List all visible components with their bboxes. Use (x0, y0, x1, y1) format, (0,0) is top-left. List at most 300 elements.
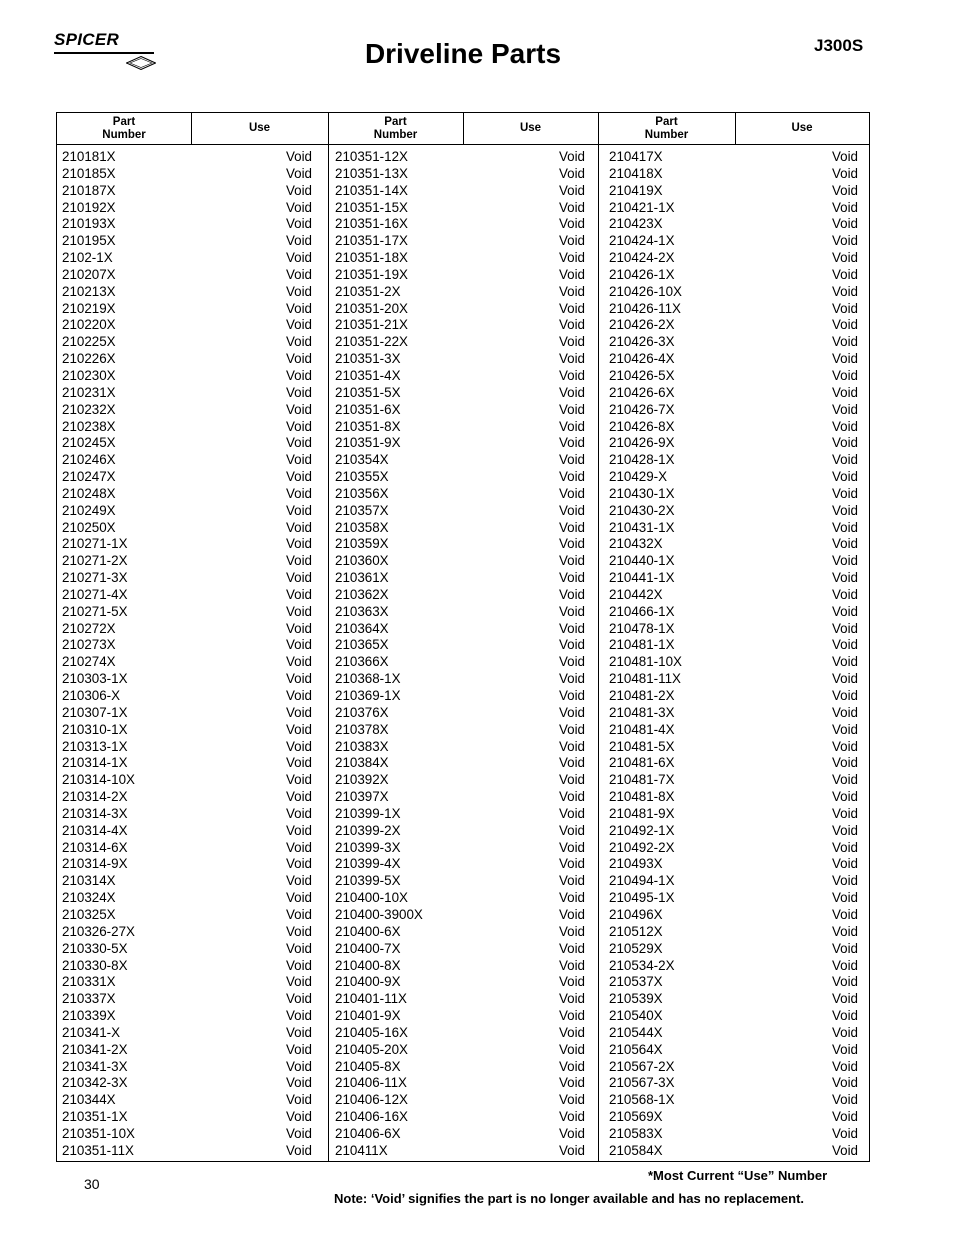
table-row (62, 334, 312, 351)
part-number: 210496X (609, 906, 663, 922)
table-row (335, 570, 585, 587)
table-row (335, 654, 585, 671)
table-row (62, 1092, 312, 1109)
part-number: 210539X (609, 991, 663, 1007)
part-number: 210405-8X (335, 1058, 401, 1074)
use-value: Void (558, 570, 585, 586)
table-row (335, 469, 585, 486)
use-value: Void (285, 671, 312, 687)
part-number: 210400-9X (335, 974, 401, 990)
table-row (62, 654, 312, 671)
table-row (609, 823, 858, 840)
use-value: Void (285, 603, 312, 619)
table-row (62, 991, 312, 1008)
table-row (335, 536, 585, 553)
use-value: Void (558, 620, 585, 636)
table-row (335, 419, 585, 436)
use-value: Void (831, 401, 858, 417)
part-number: 210365X (335, 637, 389, 653)
parts-table (56, 112, 870, 1162)
table-row (609, 671, 858, 688)
table-row (62, 486, 312, 503)
table-row (609, 452, 858, 469)
use-value: Void (831, 216, 858, 232)
part-number: 210351-2X (335, 283, 401, 299)
use-value: Void (285, 637, 312, 653)
part-number: 210405-20X (335, 1041, 408, 1057)
use-value: Void (285, 317, 312, 333)
table-row (609, 705, 858, 722)
table-row (62, 149, 312, 166)
part-number: 210314-10X (62, 772, 135, 788)
part-number: 210355X (335, 469, 389, 485)
part-number: 210481-1X (609, 637, 675, 653)
part-number: 210400-3900X (335, 906, 423, 922)
table-row (609, 722, 858, 739)
use-value: Void (558, 317, 585, 333)
part-number: 210366X (335, 654, 389, 670)
part-number: 210495-1X (609, 890, 675, 906)
table-row (335, 334, 585, 351)
table-row (335, 772, 585, 789)
part-number: 210400-7X (335, 940, 401, 956)
table-row (609, 1059, 858, 1076)
table-row (335, 705, 585, 722)
table-row (62, 1109, 312, 1126)
part-number: 210493X (609, 856, 663, 872)
use-value: Void (558, 890, 585, 906)
table-row (62, 536, 312, 553)
use-value: Void (831, 485, 858, 501)
table-row (335, 301, 585, 318)
use-value: Void (558, 603, 585, 619)
part-number: 210426-6X (609, 384, 675, 400)
part-number: 210310-1X (62, 721, 128, 737)
table-row (609, 621, 858, 638)
use-value: Void (831, 755, 858, 771)
table-row (335, 351, 585, 368)
table-row (62, 570, 312, 587)
use-value: Void (558, 233, 585, 249)
part-number: 210428-1X (609, 452, 675, 468)
page-number: 30 (84, 1176, 100, 1192)
part-number: 210245X (62, 435, 116, 451)
part-number: 210481-5X (609, 738, 675, 754)
table-row (609, 402, 858, 419)
table-row (335, 250, 585, 267)
part-number: 210426-2X (609, 317, 675, 333)
table-row (609, 856, 858, 873)
table-row (62, 722, 312, 739)
use-value: Void (558, 452, 585, 468)
use-value: Void (831, 519, 858, 535)
part-number: 210426-1X (609, 266, 675, 282)
part-number: 210432X (609, 536, 663, 552)
table-row (335, 907, 585, 924)
use-value: Void (558, 469, 585, 485)
use-value: Void (831, 822, 858, 838)
table-row (62, 1075, 312, 1092)
table-row (609, 1025, 858, 1042)
use-value: Void (558, 906, 585, 922)
table-row (335, 452, 585, 469)
part-number: 210481-4X (609, 721, 675, 737)
table-row (62, 267, 312, 284)
use-value: Void (285, 1008, 312, 1024)
table-row (62, 1042, 312, 1059)
table-row (609, 385, 858, 402)
part-number: 210368-1X (335, 671, 401, 687)
table-row (62, 974, 312, 991)
table-row (62, 924, 312, 941)
use-value: Void (558, 1058, 585, 1074)
use-value: Void (285, 1092, 312, 1108)
part-number: 210492-1X (609, 822, 675, 838)
table-row (62, 166, 312, 183)
table-row (609, 200, 858, 217)
table-row (609, 351, 858, 368)
table-row (62, 520, 312, 537)
table-row (62, 250, 312, 267)
use-value: Void (831, 620, 858, 636)
use-value: Void (831, 805, 858, 821)
part-number: 210271-1X (62, 536, 128, 552)
part-number: 210481-9X (609, 805, 675, 821)
table-row (609, 301, 858, 318)
use-value: Void (558, 856, 585, 872)
use-value: Void (285, 199, 312, 215)
table-row (609, 334, 858, 351)
table-row (335, 1143, 585, 1160)
use-value: Void (285, 974, 312, 990)
part-number: 210537X (609, 974, 663, 990)
part-number: 210213X (62, 283, 116, 299)
table-row (335, 890, 585, 907)
part-number: 210307-1X (62, 704, 128, 720)
use-value: Void (831, 906, 858, 922)
part-number: 210306-X (62, 688, 121, 703)
use-value: Void (558, 502, 585, 518)
use-value: Void (285, 1075, 312, 1091)
use-value: Void (285, 1125, 312, 1141)
use-value: Void (558, 1109, 585, 1125)
use-value: Void (831, 654, 858, 670)
table-row (62, 755, 312, 772)
use-value: Void (558, 839, 585, 855)
table-row (609, 149, 858, 166)
part-number: 210195X (62, 233, 116, 249)
use-value: Void (831, 317, 858, 333)
part-number: 210246X (62, 452, 116, 468)
table-row (335, 789, 585, 806)
part-number: 210584X (609, 1142, 663, 1158)
use-value: Void (831, 1041, 858, 1057)
table-row (609, 604, 858, 621)
table-row (335, 267, 585, 284)
part-number: 210351-14X (335, 182, 408, 198)
use-value: Void (831, 367, 858, 383)
part-number: 210351-20X (335, 300, 408, 316)
table-row (335, 149, 585, 166)
part-number: 210351-6X (335, 401, 401, 417)
table-row (335, 1042, 585, 1059)
use-value: Void (285, 654, 312, 670)
part-number: 210417X (609, 149, 663, 164)
part-number: 210426-7X (609, 401, 675, 417)
use-value: Void (831, 637, 858, 653)
part-number: 210273X (62, 637, 116, 653)
part-number: 210481-3X (609, 704, 675, 720)
part-number: 210481-8X (609, 789, 675, 805)
use-value: Void (285, 502, 312, 518)
part-number: 210351-15X (335, 199, 408, 215)
use-value: Void (831, 418, 858, 434)
table-row (335, 368, 585, 385)
use-value: Void (285, 688, 312, 703)
table-row (62, 604, 312, 621)
header-use-1: Use (248, 122, 271, 134)
part-number: 210481-2X (609, 688, 675, 703)
parts-column-2 (335, 149, 585, 1160)
page-title: Driveline Parts (364, 38, 562, 69)
use-value: Void (831, 351, 858, 367)
part-number: 210274X (62, 654, 116, 670)
part-number: 210567-2X (609, 1058, 675, 1074)
table-row (609, 486, 858, 503)
part-number: 210494-1X (609, 873, 675, 889)
part-number: 210426-11X (609, 300, 681, 316)
use-value: Void (285, 149, 312, 164)
table-row (609, 907, 858, 924)
part-number: 210330-8X (62, 957, 128, 973)
part-number: 210271-3X (62, 570, 128, 586)
table-row (62, 419, 312, 436)
use-value: Void (831, 688, 858, 703)
part-number: 2102-1X (62, 250, 113, 266)
use-value: Void (285, 553, 312, 569)
void-note: Note: ‘Void’ signifies the part is no longer available and has no replacement. (334, 1191, 805, 1206)
table-row (335, 385, 585, 402)
table-row (335, 317, 585, 334)
part-number: 210339X (62, 1008, 116, 1024)
use-value: Void (831, 199, 858, 215)
use-value: Void (285, 755, 312, 771)
part-number: 210399-3X (335, 839, 401, 855)
table-row (609, 772, 858, 789)
part-number: 210363X (335, 603, 389, 619)
table-row (335, 924, 585, 941)
part-number: 210324X (62, 890, 116, 906)
part-number: 210401-9X (335, 1008, 401, 1024)
part-number: 210423X (609, 216, 663, 232)
use-value: Void (558, 199, 585, 215)
part-number: 210351-13X (335, 165, 408, 181)
table-row (62, 856, 312, 873)
use-value: Void (285, 957, 312, 973)
header-divider (463, 113, 464, 144)
part-number: 210569X (609, 1109, 663, 1125)
use-value: Void (558, 654, 585, 670)
table-row (609, 1109, 858, 1126)
part-number: 210351-11X (62, 1142, 134, 1158)
table-row (62, 317, 312, 334)
table-row (335, 520, 585, 537)
table-row (335, 216, 585, 233)
use-value: Void (831, 300, 858, 316)
table-row (62, 772, 312, 789)
use-value: Void (831, 1024, 858, 1040)
use-value: Void (558, 418, 585, 434)
table-row (335, 722, 585, 739)
use-value: Void (558, 1075, 585, 1091)
table-row (335, 671, 585, 688)
use-value: Void (285, 822, 312, 838)
table-row (335, 402, 585, 419)
part-number: 210351-1X (62, 1109, 128, 1125)
part-number: 210351-5X (335, 384, 401, 400)
part-number: 210418X (609, 165, 663, 181)
table-row (335, 587, 585, 604)
column-divider (598, 113, 599, 1161)
table-row (609, 958, 858, 975)
use-value: Void (558, 637, 585, 653)
use-value: Void (831, 1109, 858, 1125)
part-number: 210383X (335, 738, 389, 754)
use-value: Void (831, 1058, 858, 1074)
part-number: 210369-1X (335, 688, 401, 703)
use-value: Void (285, 1142, 312, 1158)
part-number: 210303-1X (62, 671, 128, 687)
use-value: Void (558, 266, 585, 282)
table-row (62, 890, 312, 907)
table-row (335, 806, 585, 823)
part-number: 210181X (62, 149, 116, 164)
table-row (609, 941, 858, 958)
part-number: 210219X (62, 300, 116, 316)
header-use-2: Use (519, 122, 542, 134)
use-value: Void (831, 974, 858, 990)
use-value: Void (285, 182, 312, 198)
part-number: 210314-6X (62, 839, 128, 855)
brand-wordmark: SPICER (54, 30, 120, 49)
table-row (335, 1109, 585, 1126)
use-value: Void (558, 485, 585, 501)
table-row (609, 520, 858, 537)
part-number: 210400-6X (335, 923, 401, 939)
table-row (609, 840, 858, 857)
part-number: 210429-X (609, 469, 668, 485)
use-value: Void (831, 536, 858, 552)
use-value: Void (285, 940, 312, 956)
use-value: Void (285, 839, 312, 855)
use-value: Void (831, 384, 858, 400)
use-value: Void (831, 671, 858, 687)
part-number: 210331X (62, 974, 116, 990)
use-value: Void (558, 738, 585, 754)
part-number: 210430-1X (609, 485, 675, 501)
table-row (335, 503, 585, 520)
table-row (609, 890, 858, 907)
header-divider (735, 113, 736, 144)
use-value: Void (831, 890, 858, 906)
table-row (62, 739, 312, 756)
part-number: 210230X (62, 367, 116, 383)
use-value: Void (831, 165, 858, 181)
use-value: Void (558, 519, 585, 535)
part-number: 210314-2X (62, 789, 128, 805)
part-number: 210405-16X (335, 1024, 408, 1040)
part-number: 210431-1X (609, 519, 675, 535)
use-value: Void (831, 923, 858, 939)
table-row (62, 469, 312, 486)
use-value: Void (558, 334, 585, 350)
use-value: Void (558, 536, 585, 552)
table-row (62, 200, 312, 217)
use-value: Void (285, 789, 312, 805)
table-row (609, 1008, 858, 1025)
parts-column-3 (609, 149, 858, 1160)
table-row (62, 351, 312, 368)
part-number: 210492-2X (609, 839, 675, 855)
part-number: 210378X (335, 721, 389, 737)
use-value: Void (831, 452, 858, 468)
use-value: Void (558, 1125, 585, 1141)
use-value: Void (558, 165, 585, 181)
part-number: 210342-3X (62, 1075, 128, 1091)
table-row (62, 806, 312, 823)
part-number: 210248X (62, 485, 116, 501)
part-number: 210247X (62, 469, 116, 485)
part-number: 210232X (62, 401, 116, 417)
table-row (335, 856, 585, 873)
table-row (335, 166, 585, 183)
part-number: 210185X (62, 165, 116, 181)
part-number: 210399-5X (335, 873, 401, 889)
table-row (62, 840, 312, 857)
part-number: 210481-6X (609, 755, 675, 771)
use-value: Void (285, 266, 312, 282)
part-number: 210341-3X (62, 1058, 128, 1074)
use-value: Void (285, 519, 312, 535)
part-number: 210354X (335, 452, 389, 468)
table-row (335, 755, 585, 772)
part-number: 210220X (62, 317, 116, 333)
part-number: 210406-12X (335, 1092, 408, 1108)
header-use-3: Use (791, 122, 813, 134)
part-number: 210351-4X (335, 367, 401, 383)
table-row (335, 233, 585, 250)
use-value: Void (831, 603, 858, 619)
use-value: Void (558, 182, 585, 198)
use-value: Void (558, 250, 585, 266)
use-value: Void (285, 856, 312, 872)
part-number: 210225X (62, 334, 116, 350)
use-value: Void (285, 233, 312, 249)
part-number: 210337X (62, 991, 116, 1007)
table-row (609, 284, 858, 301)
use-value: Void (558, 1041, 585, 1057)
use-value: Void (831, 856, 858, 872)
table-row (609, 503, 858, 520)
table-row (609, 1075, 858, 1092)
table-row (609, 637, 858, 654)
table-row (335, 435, 585, 452)
use-value: Void (285, 1058, 312, 1074)
use-value: Void (285, 283, 312, 299)
part-number: 210567-3X (609, 1075, 675, 1091)
part-number: 210271-4X (62, 586, 128, 602)
header-divider (191, 113, 192, 144)
